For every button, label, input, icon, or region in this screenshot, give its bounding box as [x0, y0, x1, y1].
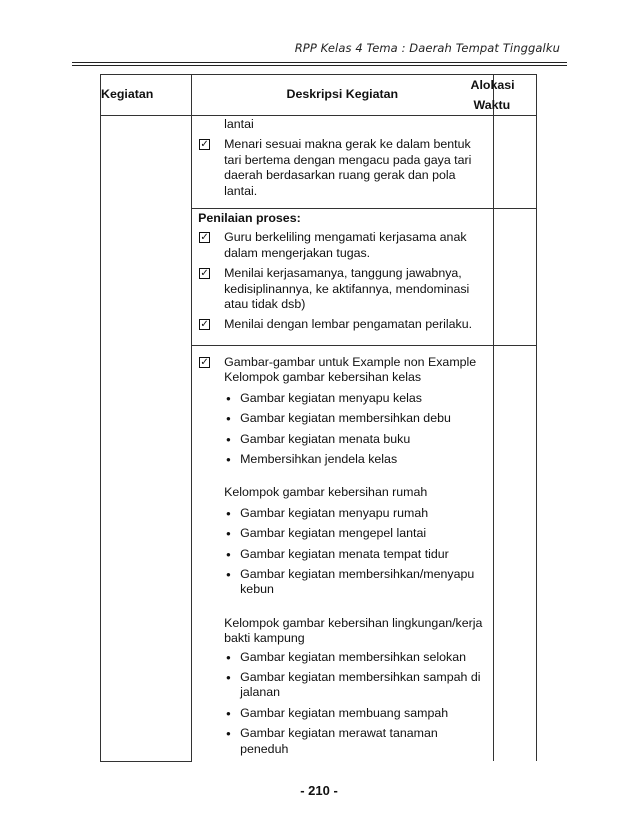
list-item [198, 726, 486, 757]
item-line: Menari sesuai makna gerak ke dalam bentuk [224, 137, 471, 152]
checkbox-checked-icon: ✓ [200, 268, 209, 280]
header-alokasi-line1: Alokasi [470, 78, 515, 92]
group-title-line: Kelompok gambar kebersihan lingkungan/kerja [224, 615, 483, 630]
page-number: - 210 - [300, 783, 338, 798]
item-line: kedisiplinannya, ke aktifannya, mendominasi [224, 281, 470, 296]
table-row [101, 116, 537, 209]
group-title [198, 616, 486, 647]
alokasi-cell-2 [493, 209, 537, 346]
activity-table [100, 74, 537, 762]
list-item: • Membersihkan jendela kelas [198, 452, 486, 467]
list-item [198, 670, 486, 701]
checkbox-checked-icon: ✓ [200, 356, 209, 368]
checkbox-checked-icon: ✓ [200, 232, 209, 244]
list-item: • Gambar kegiatan membersihkan selokan [198, 650, 486, 665]
header-rule [72, 62, 567, 63]
item-line: lantai. [224, 183, 258, 198]
item-line: Guru berkeliling mengamati kerjasama anak [224, 230, 467, 245]
list-item: • Gambar kegiatan menyapu kelas [198, 391, 486, 406]
item-line: daerah berdasarkan ruang gerak dan pola [224, 168, 456, 183]
group-title: Kelompok gambar kebersihan kelas [224, 370, 422, 385]
list-item [198, 567, 486, 598]
alokasi-cell-1 [493, 116, 537, 209]
list-item: • Gambar kegiatan membuang sampah [198, 706, 486, 721]
continuation-text: lantai [224, 117, 254, 131]
checklist-item [198, 355, 486, 370]
deskripsi-cell-1 [192, 116, 493, 209]
list-item: • Gambar kegiatan menyapu rumah [198, 506, 486, 521]
list-item: • Gambar kegiatan menata tempat tidur [198, 547, 486, 562]
running-header: RPP Kelas 4 Tema : Daerah Tempat Tinggalku [294, 41, 560, 55]
checklist-item [198, 230, 486, 261]
item-line: tari bertema dengan mengacu pada gaya tari [224, 152, 472, 167]
checklist-item [198, 317, 486, 332]
list-item-line: • Gambar kegiatan merawat tanaman [240, 726, 438, 741]
list-item-line: jalanan [240, 685, 281, 700]
list-item-line: • Gambar kegiatan membersihkan sampah di [240, 669, 481, 684]
alokasi-cell-3 [493, 345, 537, 761]
header-alokasi [470, 75, 537, 116]
checkbox-checked-icon: ✓ [200, 319, 209, 331]
item-line: Menilai kerjasamanya, tanggung jawabnya, [224, 266, 462, 281]
item-line: Menilai dengan lembar pengamatan perilaku. [224, 317, 473, 332]
table-header-row [101, 75, 537, 116]
checklist-item [198, 266, 486, 312]
list-item-line: kebun [240, 582, 274, 597]
list-item-line: peneduh [240, 741, 289, 756]
header-kegiatan: Kegiatan [101, 75, 192, 116]
group-title: Kelompok gambar kebersihan rumah [224, 485, 428, 500]
item-line: atau tidak dsb) [224, 297, 306, 312]
list-item: • Gambar kegiatan menata buku [198, 432, 486, 447]
header-deskripsi: Deskripsi Kegiatan [192, 75, 493, 116]
list-item-line: • Gambar kegiatan membersihkan/menyapu [240, 566, 475, 581]
list-item: • Gambar kegiatan membersihkan debu [198, 411, 486, 426]
checklist-item [198, 137, 486, 199]
list-item: • Gambar kegiatan mengepel lantai [198, 526, 486, 541]
item-line: dalam mengerjakan tugas. [224, 245, 371, 260]
deskripsi-cell-3 [192, 345, 493, 761]
group-title-line: bakti kampung [224, 631, 305, 646]
penilaian-title: Penilaian proses: [198, 211, 301, 226]
kegiatan-cell [101, 116, 192, 762]
deskripsi-cell-2 [192, 209, 493, 346]
header-alokasi-line2: Waktu [473, 98, 511, 112]
item-line: Gambar-gambar untuk Example non Example [224, 354, 477, 369]
checkbox-checked-icon: ✓ [200, 139, 209, 151]
header-rule-secondary [72, 65, 567, 66]
